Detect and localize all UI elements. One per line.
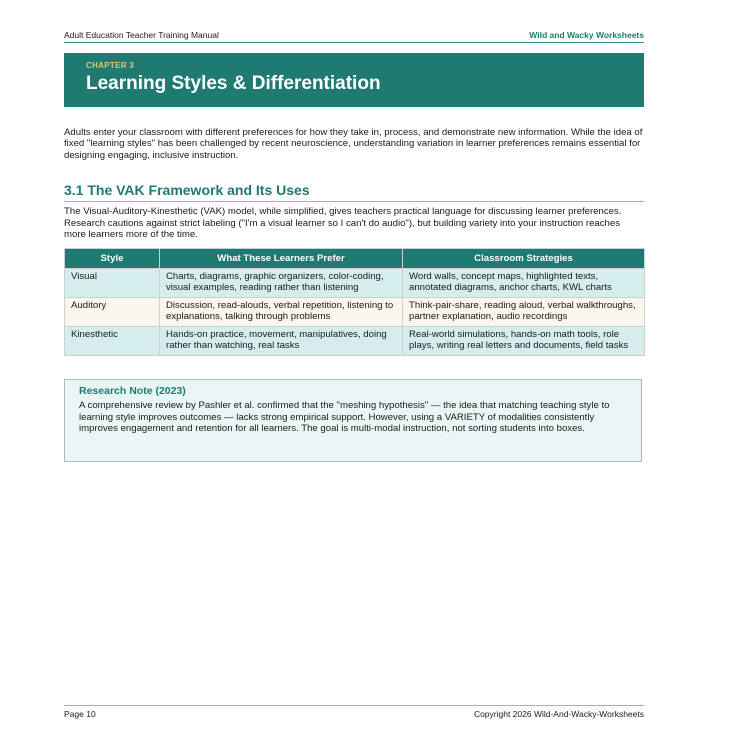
page-footer [64,705,644,719]
column-header-prefer: What These Learners Prefer [160,249,403,269]
manual-title: Adult Education Teacher Training Manual [64,30,219,40]
chapter-label: CHAPTER 3 [86,61,135,70]
table-cell-strategies: Think-pair-share, reading aloud, verbal walkthroughs, partner explanation, audio recordings [403,298,645,327]
intro-paragraph: Adults enter your classroom with different preferences for how they take in, process, and demonstrate new information. While the idea of fixed "learning styles" has been challenged by recent neuroscience, understanding variation in learner preferences remains essential for designing engaging, inclusive instruction. [64,127,643,161]
table-cell-prefer: Charts, diagrams, graphic organizers, color-coding, visual examples, reading rather than listening [160,269,403,298]
copyright-notice: Copyright 2026 Wild-And-Wacky-Worksheets [473,709,644,719]
table-cell-style: Visual [65,269,160,298]
table-cell-style: Kinesthetic [65,327,160,356]
section-heading: 3.1 The VAK Framework and Its Uses [64,182,644,202]
column-header-style: Style [65,249,160,269]
table-row [65,269,645,298]
brand-name: Wild and Wacky Worksheets [529,30,644,40]
section-paragraph: The Visual-Auditory-Kinesthetic (VAK) model, while simplified, gives teachers practical language for discussing learner preferences. Research cautions against strict labeling ("I'm a visual learner so I can't do audio"), but building variety into your instruction reaches more learners more of the time. [64,206,622,241]
table-cell-prefer: Discussion, read-alouds, verbal repetition, listening to explanations, talking through problems [160,298,403,327]
document-page [64,30,644,462]
table-cell-strategies: Word walls, concept maps, highlighted texts, annotated diagrams, anchor charts, KWL charts [403,269,645,298]
table-cell-style: Auditory [65,298,160,327]
table-row [65,298,645,327]
running-header [64,30,644,43]
research-note-body: A comprehensive review by Pashler et al. confirmed that the "meshing hypothesis" — the idea that matching teaching style to learning style improves outcomes — lacks strong empirical support. However, using a VARIETY of modalities consistently improves engagement and retention for all learners. The goal is multi-modal instruction, not sorting students into boxes. [79,400,610,434]
column-header-strategies: Classroom Strategies [403,249,645,269]
table-row [65,327,645,356]
chapter-title: Learning Styles & Differentiation [86,73,381,94]
table-cell-prefer: Hands-on practice, movement, manipulatives, doing rather than watching, real tasks [160,327,403,356]
research-note-title: Research Note (2023) [79,385,186,398]
learning-styles-table [64,248,645,356]
table-header-row [65,249,645,269]
research-note-box [64,379,642,462]
table-cell-strategies: Real-world simulations, hands-on math tools, role plays, writing real letters and documents, field tasks [403,327,645,356]
chapter-banner [64,53,644,107]
page-number: Page 10 [64,709,96,719]
